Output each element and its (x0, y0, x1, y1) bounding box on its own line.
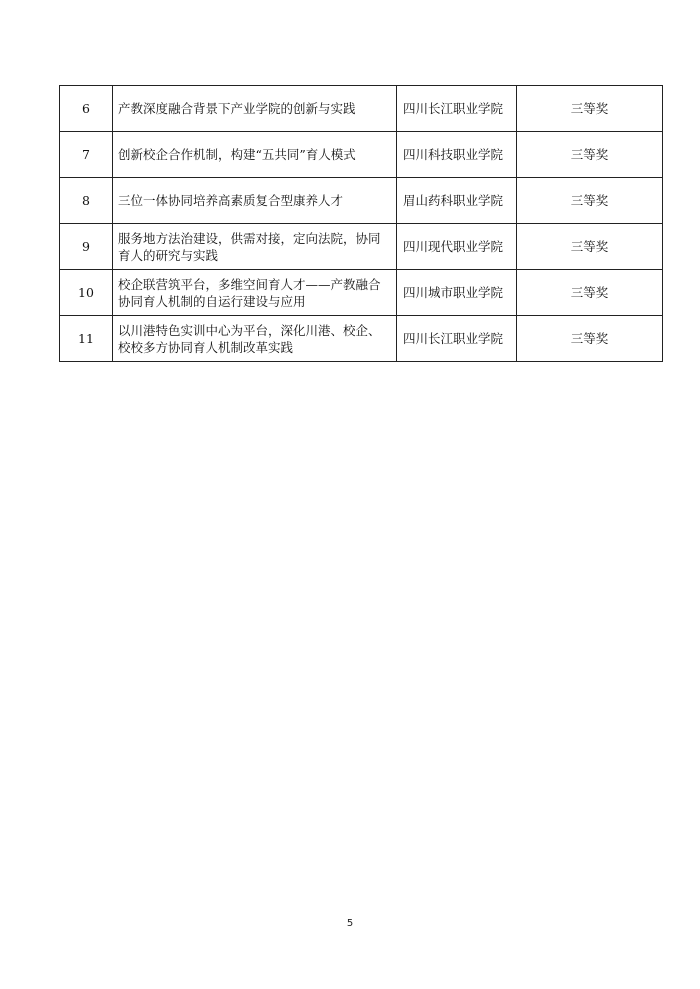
awards-table-body (60, 86, 663, 362)
project-title: 产教深度融合背景下产业学院的创新与实践 (113, 86, 397, 132)
award-level: 三等奖 (517, 132, 663, 178)
institution-name: 四川城市职业学院 (397, 270, 517, 316)
institution-name: 四川长江职业学院 (397, 316, 517, 362)
institution-name: 眉山药科职业学院 (397, 178, 517, 224)
table-row (60, 270, 663, 316)
awards-table (59, 85, 663, 362)
page-number: 5 (346, 918, 354, 929)
institution-name: 四川长江职业学院 (397, 86, 517, 132)
table-row (60, 316, 663, 362)
row-number: 6 (60, 86, 113, 132)
project-title: 以川港特色实训中心为平台，深化川港、校企、校校多方协同育人机制改革实践 (113, 316, 397, 362)
award-level: 三等奖 (517, 178, 663, 224)
row-number: 9 (60, 224, 113, 270)
project-title: 校企联营筑平台，多维空间育人才——产教融合协同育人机制的自运行建设与应用 (113, 270, 397, 316)
project-title: 创新校企合作机制，构建“五共同”育人模式 (113, 132, 397, 178)
table-row (60, 178, 663, 224)
row-number: 8 (60, 178, 113, 224)
award-level: 三等奖 (517, 86, 663, 132)
project-title: 服务地方法治建设，供需对接，定向法院，协同育人的研究与实践 (113, 224, 397, 270)
row-number: 10 (60, 270, 113, 316)
project-title: 三位一体协同培养高素质复合型康养人才 (113, 178, 397, 224)
institution-name: 四川科技职业学院 (397, 132, 517, 178)
institution-name: 四川现代职业学院 (397, 224, 517, 270)
row-number: 11 (60, 316, 113, 362)
table-row (60, 224, 663, 270)
award-level: 三等奖 (517, 224, 663, 270)
award-level: 三等奖 (517, 316, 663, 362)
row-number: 7 (60, 132, 113, 178)
award-level: 三等奖 (517, 270, 663, 316)
table-row (60, 86, 663, 132)
table-row (60, 132, 663, 178)
